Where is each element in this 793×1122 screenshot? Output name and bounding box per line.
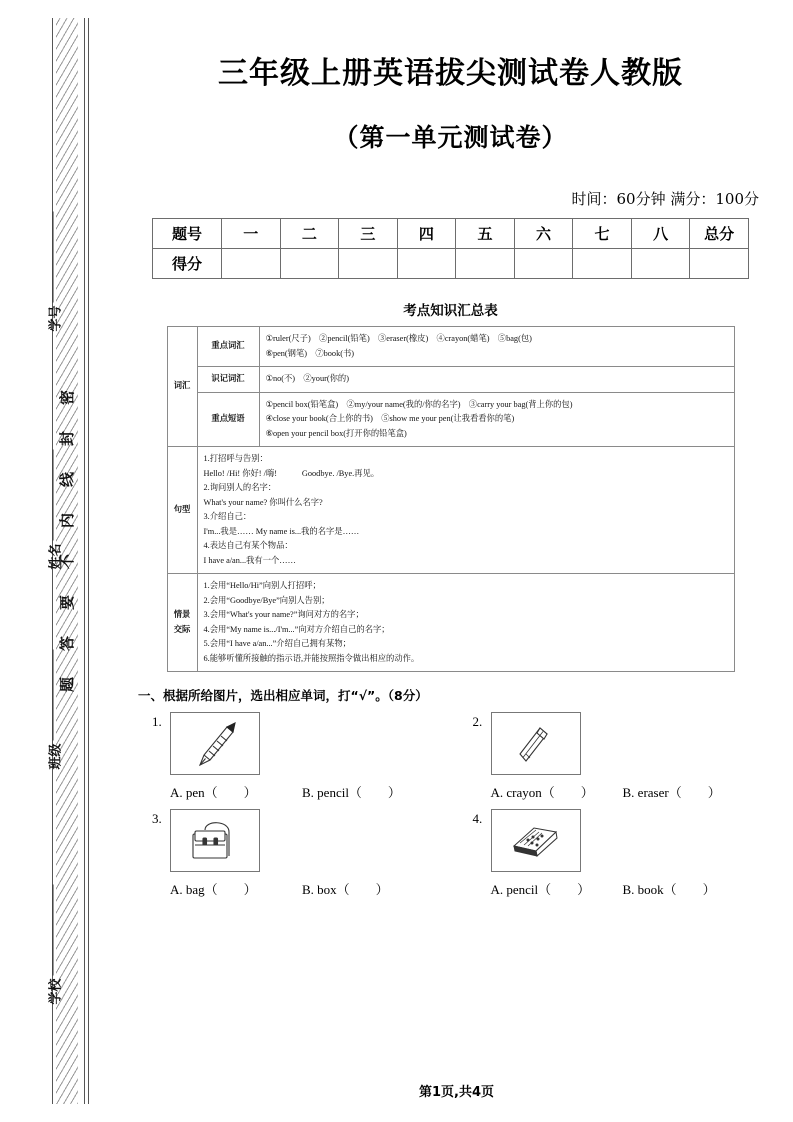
question-2	[451, 712, 772, 801]
seal-char-3: 内	[58, 512, 77, 529]
kb-line: ⑥pen(钢笔) ⑦book(书)	[265, 348, 355, 358]
knowledge-table	[167, 326, 735, 672]
score-table-value-row	[153, 249, 749, 279]
question-1-image	[170, 712, 260, 775]
question-1-number: 1.	[152, 714, 162, 730]
question-3-option-a[interactable]: A. bag（ ）	[170, 882, 257, 898]
eraser-icon	[510, 719, 562, 769]
score-cell-0[interactable]	[222, 249, 281, 279]
kb-line: 3.介绍自己：	[203, 512, 252, 522]
score-row-label-1: 得分	[153, 249, 222, 279]
kb-line: ①ruler(尺子) ②pencil(铅笔) ③eraser(橡皮) ④crayon(蜡笔) ⑤bag(包)	[265, 334, 532, 343]
question-3-option-b[interactable]: B. box（ ）	[302, 882, 389, 898]
knowledge-table-title: 考点知识汇总表	[403, 303, 498, 319]
score-cell-3[interactable]	[397, 249, 456, 279]
knowledge-sub-key-words: 重点词汇	[197, 327, 259, 367]
kb-line: ①no(不) ②your(你的)	[265, 374, 349, 384]
score-cell-2[interactable]	[339, 249, 398, 279]
score-col-2: 三	[339, 219, 398, 249]
kb-line: ⑥open your pencil box(打开你的铅笔盒)	[265, 428, 407, 438]
score-col-7: 八	[631, 219, 690, 249]
question-1-option-a[interactable]: A. pen（ ）	[170, 785, 257, 801]
question-1	[130, 712, 451, 801]
kb-line: I'm...我是…… My name is...我的名字是……	[203, 526, 360, 536]
bag-icon	[183, 816, 247, 866]
kb-line: What's your name? 你叫什么名字?	[203, 497, 323, 507]
score-cell-6[interactable]	[573, 249, 632, 279]
question-1-option-b[interactable]: B. pencil（ ）	[302, 785, 401, 801]
knowledge-row-situational	[167, 574, 734, 672]
seal-char-2: 线	[58, 471, 77, 488]
question-2-row	[473, 712, 772, 775]
knowledge-body-key-words	[259, 327, 734, 367]
knowledge-category-sentence-patterns: 句型	[167, 447, 197, 574]
question-4-option-b[interactable]: B. book（ ）	[622, 882, 716, 898]
question-4-options	[491, 879, 772, 898]
sealing-margin	[0, 0, 120, 1122]
field-school[interactable]	[45, 885, 64, 1005]
knowledge-row-recognize-words	[167, 367, 734, 393]
seal-char-7: 题	[58, 676, 77, 693]
question-3-image	[170, 809, 260, 872]
knowledge-body-recognize-words	[259, 367, 734, 393]
score-col-1: 二	[280, 219, 339, 249]
seal-rule-mid	[84, 18, 85, 1104]
kb-line: 6.能够听懂所接触的指示语,并能按照指令做出相应的动作。	[203, 653, 420, 663]
score-row-label-0: 题号	[153, 219, 222, 249]
exam-meta-info: 时间：60分钟 满分：100分	[571, 190, 759, 208]
book-icon	[506, 818, 566, 864]
score-col-8: 总分	[690, 219, 749, 249]
score-cell-7[interactable]	[631, 249, 690, 279]
pencil-icon	[186, 719, 244, 769]
knowledge-row-key-phrases	[167, 392, 734, 447]
question-3-row	[152, 809, 451, 872]
page-title: 三年级上册英语拔尖测试卷人教版	[218, 56, 683, 91]
field-class-label: 班级	[48, 743, 64, 770]
score-cell-4[interactable]	[456, 249, 515, 279]
question-3-number: 3.	[152, 811, 162, 827]
question-4-number: 4.	[472, 811, 483, 827]
field-name-label: 姓名	[48, 543, 64, 570]
kb-line: 4.会用“My name is.../I'm...”向对方介绍自己的名字；	[203, 624, 390, 634]
exam-sheet	[120, 0, 793, 1122]
kb-line: 5.会用“I have a/an...”介绍自己拥有某物；	[203, 639, 351, 649]
score-table	[152, 218, 749, 279]
field-school-label: 学校	[48, 978, 64, 1005]
question-1-options	[170, 782, 451, 801]
seal-char-5: 要	[58, 594, 77, 611]
knowledge-body-key-phrases	[259, 392, 734, 447]
knowledge-row-key-words	[167, 327, 734, 367]
seal-rule-right	[88, 18, 89, 1104]
score-col-0: 一	[222, 219, 281, 249]
score-cell-1[interactable]	[280, 249, 339, 279]
field-school-line[interactable]	[53, 885, 54, 976]
seal-char-6: 答	[58, 635, 77, 652]
question-4-image	[491, 809, 581, 872]
knowledge-category-vocabulary: 词汇	[167, 327, 197, 447]
kb-line: 1.打招呼与告别：	[203, 454, 268, 464]
knowledge-body-sentence-patterns	[197, 447, 734, 574]
question-2-number: 2.	[472, 714, 483, 730]
seal-char-4: 不	[58, 553, 77, 570]
kb-line: Hello! /Hi! 你好! /嗨! Goodbye. /Bye.再见。	[203, 468, 380, 478]
score-col-4: 五	[456, 219, 515, 249]
question-3-options	[170, 879, 451, 898]
kb-line: I have a/an...我有一个……	[203, 555, 296, 565]
knowledge-category-situational: 情景交际	[167, 574, 197, 672]
score-col-5: 六	[514, 219, 573, 249]
kb-line: 2.询问别人的名字：	[203, 483, 277, 493]
field-student-number-label: 学号	[48, 305, 64, 332]
question-1-row	[152, 712, 451, 775]
question-2-option-a[interactable]: A. crayon（ ）	[490, 785, 594, 801]
kb-line: ①pencil box(铅笔盒) ②my/your name(我的/你的名字) ③carry your bag(背上你的包)	[265, 399, 573, 409]
seal-char-0: 密	[58, 389, 77, 406]
page-subtitle: （第一单元测试卷）	[333, 123, 568, 152]
score-col-6: 七	[573, 219, 632, 249]
knowledge-sub-key-phrases: 重点短语	[197, 392, 259, 447]
kb-line: 4.表达自己有某个物品：	[203, 541, 293, 551]
kb-line: ④close your book(合上你的书) ⑤show me your pen(让我看看你的笔)	[265, 414, 515, 424]
question-4	[451, 809, 772, 898]
knowledge-row-sentence-patterns	[167, 447, 734, 574]
seal-char-1: 封	[58, 430, 77, 447]
question-4-option-a[interactable]: A. pencil（ ）	[490, 882, 591, 898]
field-name-line[interactable]	[53, 450, 54, 541]
field-class[interactable]	[45, 650, 64, 770]
question-4-row	[473, 809, 772, 872]
score-table-header-row	[153, 219, 749, 249]
section-one-question-grid	[130, 712, 771, 898]
field-student-number-line[interactable]	[53, 212, 54, 303]
field-name[interactable]	[45, 450, 64, 570]
question-3	[130, 809, 451, 898]
kb-line: 3.会用“What's your name?”询问对方的名字；	[203, 610, 364, 620]
kb-line: 2.会用“Goodbye/Bye”向别人告别；	[203, 595, 330, 605]
knowledge-sub-recognize-words: 识记词汇	[197, 367, 259, 393]
field-student-number[interactable]	[45, 212, 64, 332]
kb-line: 1.会用“Hello/Hi”向别人打招呼；	[203, 581, 321, 591]
page-footer: 第1页,共4页	[418, 1085, 495, 1100]
score-col-3: 四	[397, 219, 456, 249]
question-2-options	[491, 782, 772, 801]
section-one-heading: 一、根据所给图片，选出相应单词，打“√”。（8分）	[138, 688, 428, 704]
score-cell-8[interactable]	[690, 249, 749, 279]
question-2-image	[491, 712, 581, 775]
score-cell-5[interactable]	[514, 249, 573, 279]
knowledge-body-situational	[197, 574, 734, 672]
field-class-line[interactable]	[53, 650, 54, 741]
question-2-option-b[interactable]: B. eraser（ ）	[622, 785, 721, 801]
